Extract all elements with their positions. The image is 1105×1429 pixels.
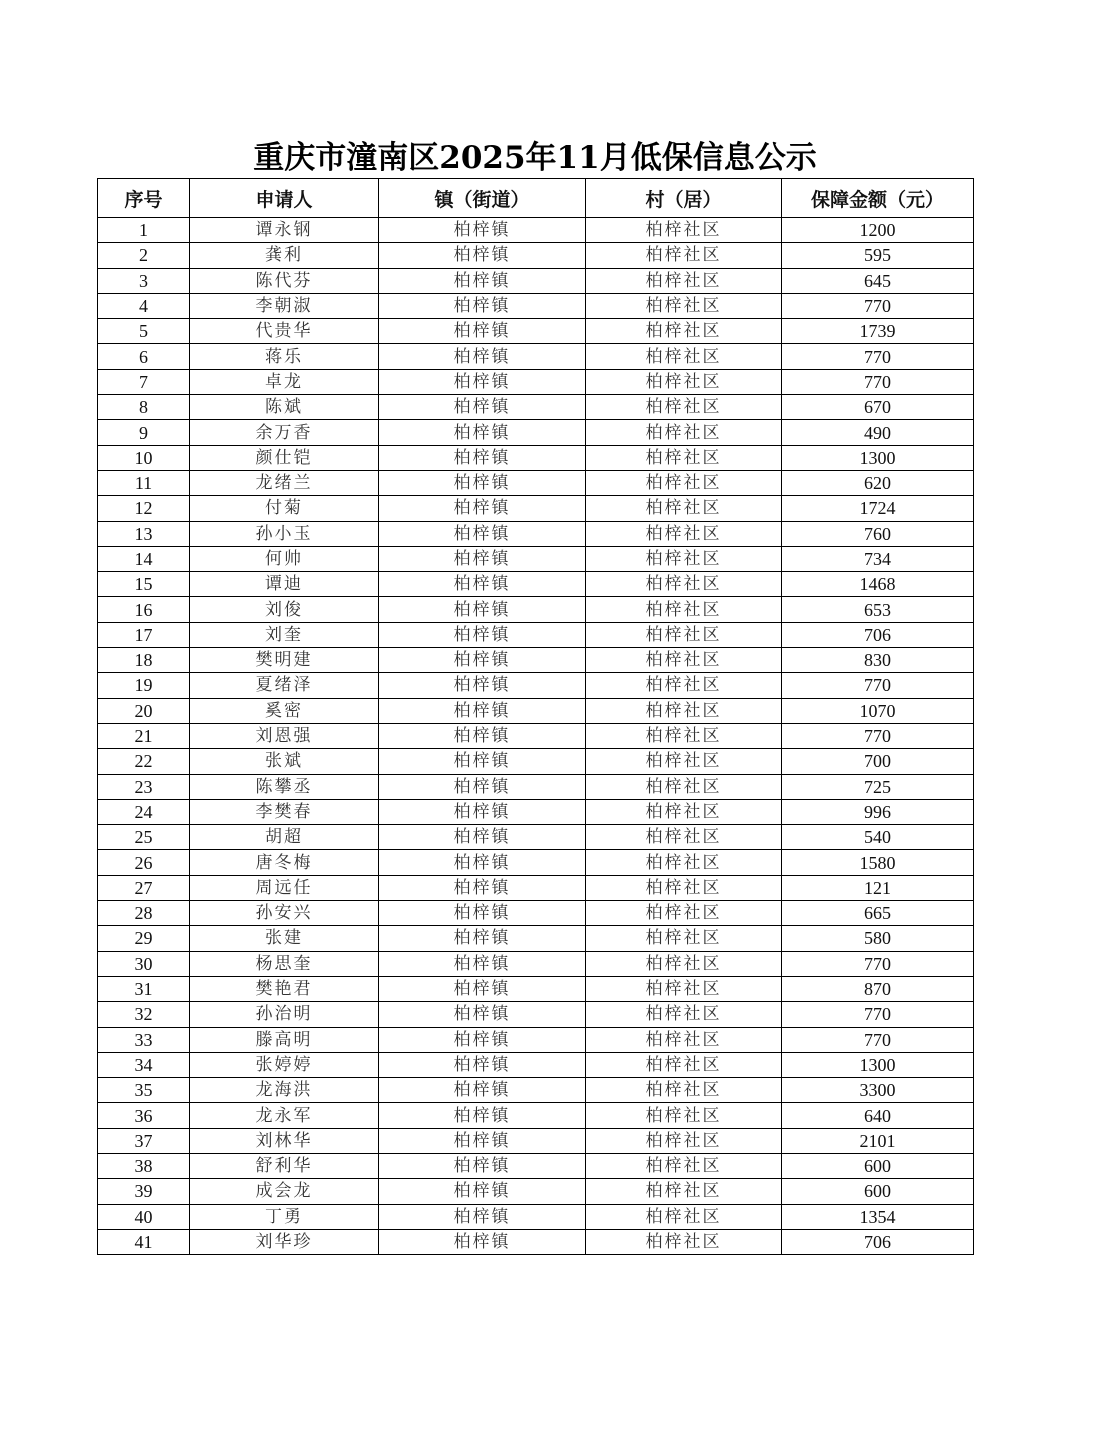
cell-town: 柏梓镇 bbox=[379, 420, 586, 445]
table-row bbox=[98, 395, 974, 420]
table-row bbox=[98, 546, 974, 571]
table-row bbox=[98, 799, 974, 824]
cell-amount: 600 bbox=[782, 1179, 974, 1204]
table-row bbox=[98, 521, 974, 546]
cell-applicant: 代贵华 bbox=[190, 319, 379, 344]
cell-town: 柏梓镇 bbox=[379, 1027, 586, 1052]
cell-amount: 1200 bbox=[782, 218, 974, 243]
cell-index: 7 bbox=[98, 369, 190, 394]
table-row bbox=[98, 698, 974, 723]
cell-town: 柏梓镇 bbox=[379, 1103, 586, 1128]
table-header-row bbox=[98, 179, 974, 218]
cell-applicant: 谭永钢 bbox=[190, 218, 379, 243]
cell-village: 柏梓社区 bbox=[586, 723, 782, 748]
cell-town: 柏梓镇 bbox=[379, 673, 586, 698]
cell-village: 柏梓社区 bbox=[586, 218, 782, 243]
cell-village: 柏梓社区 bbox=[586, 774, 782, 799]
cell-applicant: 杨思奎 bbox=[190, 951, 379, 976]
cell-applicant: 李朝淑 bbox=[190, 293, 379, 318]
cell-village: 柏梓社区 bbox=[586, 799, 782, 824]
cell-index: 15 bbox=[98, 572, 190, 597]
cell-index: 2 bbox=[98, 243, 190, 268]
cell-town: 柏梓镇 bbox=[379, 344, 586, 369]
cell-index: 20 bbox=[98, 698, 190, 723]
cell-town: 柏梓镇 bbox=[379, 395, 586, 420]
cell-applicant: 刘林华 bbox=[190, 1128, 379, 1153]
cell-applicant: 陈代芬 bbox=[190, 268, 379, 293]
cell-town: 柏梓镇 bbox=[379, 825, 586, 850]
cell-amount: 706 bbox=[782, 1229, 974, 1254]
cell-amount: 770 bbox=[782, 1002, 974, 1027]
table-row bbox=[98, 572, 974, 597]
table-row bbox=[98, 496, 974, 521]
table-row bbox=[98, 1204, 974, 1229]
cell-index: 11 bbox=[98, 470, 190, 495]
cell-applicant: 刘俊 bbox=[190, 597, 379, 622]
cell-applicant: 樊明建 bbox=[190, 648, 379, 673]
cell-amount: 1070 bbox=[782, 698, 974, 723]
table-row bbox=[98, 420, 974, 445]
cell-amount: 1354 bbox=[782, 1204, 974, 1229]
cell-amount: 725 bbox=[782, 774, 974, 799]
cell-applicant: 李樊春 bbox=[190, 799, 379, 824]
table-row bbox=[98, 344, 974, 369]
cell-index: 5 bbox=[98, 319, 190, 344]
cell-village: 柏梓社区 bbox=[586, 1052, 782, 1077]
table-row bbox=[98, 1128, 974, 1153]
cell-town: 柏梓镇 bbox=[379, 850, 586, 875]
cell-town: 柏梓镇 bbox=[379, 319, 586, 344]
cell-town: 柏梓镇 bbox=[379, 1179, 586, 1204]
table-row bbox=[98, 673, 974, 698]
cell-applicant: 孙小玉 bbox=[190, 521, 379, 546]
table-row bbox=[98, 926, 974, 951]
cell-index: 26 bbox=[98, 850, 190, 875]
cell-amount: 706 bbox=[782, 622, 974, 647]
cell-town: 柏梓镇 bbox=[379, 218, 586, 243]
table-row bbox=[98, 319, 974, 344]
cell-town: 柏梓镇 bbox=[379, 572, 586, 597]
cell-town: 柏梓镇 bbox=[379, 749, 586, 774]
cell-village: 柏梓社区 bbox=[586, 1103, 782, 1128]
cell-index: 8 bbox=[98, 395, 190, 420]
cell-town: 柏梓镇 bbox=[379, 1229, 586, 1254]
cell-town: 柏梓镇 bbox=[379, 496, 586, 521]
cell-applicant: 舒利华 bbox=[190, 1153, 379, 1178]
cell-index: 33 bbox=[98, 1027, 190, 1052]
cell-amount: 640 bbox=[782, 1103, 974, 1128]
cell-amount: 490 bbox=[782, 420, 974, 445]
cell-applicant: 张建 bbox=[190, 926, 379, 951]
cell-village: 柏梓社区 bbox=[586, 1027, 782, 1052]
cell-village: 柏梓社区 bbox=[586, 1179, 782, 1204]
header-village: 村（居） bbox=[586, 179, 782, 218]
cell-applicant: 胡超 bbox=[190, 825, 379, 850]
cell-index: 18 bbox=[98, 648, 190, 673]
cell-index: 28 bbox=[98, 901, 190, 926]
table-row bbox=[98, 243, 974, 268]
cell-town: 柏梓镇 bbox=[379, 875, 586, 900]
cell-village: 柏梓社区 bbox=[586, 1153, 782, 1178]
cell-town: 柏梓镇 bbox=[379, 597, 586, 622]
table-row bbox=[98, 369, 974, 394]
cell-applicant: 陈斌 bbox=[190, 395, 379, 420]
cell-applicant: 刘恩强 bbox=[190, 723, 379, 748]
table-row bbox=[98, 470, 974, 495]
cell-index: 13 bbox=[98, 521, 190, 546]
cell-village: 柏梓社区 bbox=[586, 445, 782, 470]
cell-amount: 770 bbox=[782, 1027, 974, 1052]
cell-town: 柏梓镇 bbox=[379, 799, 586, 824]
cell-applicant: 卓龙 bbox=[190, 369, 379, 394]
cell-index: 19 bbox=[98, 673, 190, 698]
cell-applicant: 周远任 bbox=[190, 875, 379, 900]
cell-amount: 1468 bbox=[782, 572, 974, 597]
cell-town: 柏梓镇 bbox=[379, 1153, 586, 1178]
table-row bbox=[98, 774, 974, 799]
cell-index: 35 bbox=[98, 1078, 190, 1103]
cell-amount: 830 bbox=[782, 648, 974, 673]
cell-applicant: 龙海洪 bbox=[190, 1078, 379, 1103]
cell-town: 柏梓镇 bbox=[379, 1078, 586, 1103]
cell-amount: 1300 bbox=[782, 445, 974, 470]
table-row bbox=[98, 901, 974, 926]
cell-village: 柏梓社区 bbox=[586, 825, 782, 850]
cell-amount: 1724 bbox=[782, 496, 974, 521]
cell-town: 柏梓镇 bbox=[379, 1128, 586, 1153]
table-body bbox=[98, 218, 974, 1255]
table-row bbox=[98, 951, 974, 976]
cell-town: 柏梓镇 bbox=[379, 293, 586, 318]
cell-village: 柏梓社区 bbox=[586, 749, 782, 774]
cell-town: 柏梓镇 bbox=[379, 546, 586, 571]
cell-index: 21 bbox=[98, 723, 190, 748]
cell-village: 柏梓社区 bbox=[586, 470, 782, 495]
cell-village: 柏梓社区 bbox=[586, 622, 782, 647]
cell-applicant: 龙绪兰 bbox=[190, 470, 379, 495]
cell-amount: 770 bbox=[782, 344, 974, 369]
cell-amount: 670 bbox=[782, 395, 974, 420]
cell-applicant: 唐冬梅 bbox=[190, 850, 379, 875]
table-row bbox=[98, 293, 974, 318]
cell-index: 37 bbox=[98, 1128, 190, 1153]
cell-village: 柏梓社区 bbox=[586, 926, 782, 951]
table-row bbox=[98, 1179, 974, 1204]
cell-town: 柏梓镇 bbox=[379, 926, 586, 951]
cell-town: 柏梓镇 bbox=[379, 901, 586, 926]
cell-town: 柏梓镇 bbox=[379, 622, 586, 647]
cell-amount: 870 bbox=[782, 976, 974, 1001]
cell-applicant: 颜仕铠 bbox=[190, 445, 379, 470]
cell-amount: 3300 bbox=[782, 1078, 974, 1103]
cell-village: 柏梓社区 bbox=[586, 1128, 782, 1153]
cell-village: 柏梓社区 bbox=[586, 648, 782, 673]
cell-town: 柏梓镇 bbox=[379, 369, 586, 394]
cell-amount: 540 bbox=[782, 825, 974, 850]
cell-village: 柏梓社区 bbox=[586, 1002, 782, 1027]
cell-index: 25 bbox=[98, 825, 190, 850]
table-row bbox=[98, 648, 974, 673]
table-row bbox=[98, 1153, 974, 1178]
cell-town: 柏梓镇 bbox=[379, 1002, 586, 1027]
cell-applicant: 刘奎 bbox=[190, 622, 379, 647]
cell-amount: 653 bbox=[782, 597, 974, 622]
cell-village: 柏梓社区 bbox=[586, 572, 782, 597]
table-row bbox=[98, 875, 974, 900]
cell-village: 柏梓社区 bbox=[586, 293, 782, 318]
cell-applicant: 蒋乐 bbox=[190, 344, 379, 369]
cell-village: 柏梓社区 bbox=[586, 951, 782, 976]
cell-amount: 1580 bbox=[782, 850, 974, 875]
cell-village: 柏梓社区 bbox=[586, 850, 782, 875]
cell-applicant: 夏绪泽 bbox=[190, 673, 379, 698]
cell-village: 柏梓社区 bbox=[586, 673, 782, 698]
cell-amount: 2101 bbox=[782, 1128, 974, 1153]
cell-index: 10 bbox=[98, 445, 190, 470]
cell-village: 柏梓社区 bbox=[586, 369, 782, 394]
header-town: 镇（街道） bbox=[379, 179, 586, 218]
cell-applicant: 何帅 bbox=[190, 546, 379, 571]
cell-town: 柏梓镇 bbox=[379, 521, 586, 546]
cell-amount: 734 bbox=[782, 546, 974, 571]
table-row bbox=[98, 622, 974, 647]
table-row bbox=[98, 850, 974, 875]
page-title: 重庆市潼南区2025年11月低保信息公示 bbox=[253, 140, 817, 176]
cell-applicant: 樊艳君 bbox=[190, 976, 379, 1001]
table-row bbox=[98, 1103, 974, 1128]
table-row bbox=[98, 1078, 974, 1103]
cell-applicant: 付菊 bbox=[190, 496, 379, 521]
cell-applicant: 张婷婷 bbox=[190, 1052, 379, 1077]
cell-village: 柏梓社区 bbox=[586, 901, 782, 926]
cell-town: 柏梓镇 bbox=[379, 445, 586, 470]
cell-index: 17 bbox=[98, 622, 190, 647]
cell-applicant: 陈攀丞 bbox=[190, 774, 379, 799]
table-row bbox=[98, 976, 974, 1001]
cell-index: 16 bbox=[98, 597, 190, 622]
subsistence-allowance-table bbox=[97, 178, 974, 1255]
cell-index: 36 bbox=[98, 1103, 190, 1128]
cell-town: 柏梓镇 bbox=[379, 723, 586, 748]
cell-applicant: 龙永军 bbox=[190, 1103, 379, 1128]
cell-town: 柏梓镇 bbox=[379, 1204, 586, 1229]
cell-index: 6 bbox=[98, 344, 190, 369]
cell-village: 柏梓社区 bbox=[586, 243, 782, 268]
cell-town: 柏梓镇 bbox=[379, 976, 586, 1001]
cell-index: 24 bbox=[98, 799, 190, 824]
table-row bbox=[98, 218, 974, 243]
table-row bbox=[98, 268, 974, 293]
cell-village: 柏梓社区 bbox=[586, 597, 782, 622]
table-row bbox=[98, 1002, 974, 1027]
cell-applicant: 龚利 bbox=[190, 243, 379, 268]
cell-index: 41 bbox=[98, 1229, 190, 1254]
cell-index: 34 bbox=[98, 1052, 190, 1077]
cell-index: 27 bbox=[98, 875, 190, 900]
cell-village: 柏梓社区 bbox=[586, 1204, 782, 1229]
cell-amount: 770 bbox=[782, 673, 974, 698]
cell-applicant: 丁勇 bbox=[190, 1204, 379, 1229]
cell-village: 柏梓社区 bbox=[586, 395, 782, 420]
cell-village: 柏梓社区 bbox=[586, 875, 782, 900]
cell-applicant: 孙安兴 bbox=[190, 901, 379, 926]
cell-amount: 121 bbox=[782, 875, 974, 900]
cell-amount: 645 bbox=[782, 268, 974, 293]
cell-amount: 1300 bbox=[782, 1052, 974, 1077]
cell-index: 4 bbox=[98, 293, 190, 318]
cell-amount: 580 bbox=[782, 926, 974, 951]
cell-village: 柏梓社区 bbox=[586, 496, 782, 521]
cell-index: 3 bbox=[98, 268, 190, 293]
cell-index: 29 bbox=[98, 926, 190, 951]
cell-amount: 770 bbox=[782, 951, 974, 976]
table-row bbox=[98, 1229, 974, 1254]
header-applicant: 申请人 bbox=[190, 179, 379, 218]
header-amount: 保障金额（元） bbox=[782, 179, 974, 218]
cell-index: 40 bbox=[98, 1204, 190, 1229]
cell-amount: 770 bbox=[782, 293, 974, 318]
cell-applicant: 张斌 bbox=[190, 749, 379, 774]
cell-amount: 620 bbox=[782, 470, 974, 495]
cell-amount: 770 bbox=[782, 369, 974, 394]
cell-index: 9 bbox=[98, 420, 190, 445]
cell-amount: 600 bbox=[782, 1153, 974, 1178]
cell-town: 柏梓镇 bbox=[379, 470, 586, 495]
cell-applicant: 成会龙 bbox=[190, 1179, 379, 1204]
cell-town: 柏梓镇 bbox=[379, 243, 586, 268]
cell-index: 22 bbox=[98, 749, 190, 774]
cell-amount: 700 bbox=[782, 749, 974, 774]
cell-town: 柏梓镇 bbox=[379, 774, 586, 799]
cell-amount: 595 bbox=[782, 243, 974, 268]
cell-village: 柏梓社区 bbox=[586, 344, 782, 369]
table-row bbox=[98, 749, 974, 774]
header-index: 序号 bbox=[98, 179, 190, 218]
cell-town: 柏梓镇 bbox=[379, 648, 586, 673]
cell-town: 柏梓镇 bbox=[379, 1052, 586, 1077]
cell-index: 12 bbox=[98, 496, 190, 521]
cell-index: 14 bbox=[98, 546, 190, 571]
cell-index: 30 bbox=[98, 951, 190, 976]
cell-index: 38 bbox=[98, 1153, 190, 1178]
cell-amount: 770 bbox=[782, 723, 974, 748]
cell-town: 柏梓镇 bbox=[379, 268, 586, 293]
table-row bbox=[98, 445, 974, 470]
cell-index: 32 bbox=[98, 1002, 190, 1027]
cell-amount: 665 bbox=[782, 901, 974, 926]
cell-village: 柏梓社区 bbox=[586, 268, 782, 293]
cell-index: 23 bbox=[98, 774, 190, 799]
cell-amount: 996 bbox=[782, 799, 974, 824]
cell-village: 柏梓社区 bbox=[586, 976, 782, 1001]
table-row bbox=[98, 597, 974, 622]
cell-applicant: 滕高明 bbox=[190, 1027, 379, 1052]
cell-index: 1 bbox=[98, 218, 190, 243]
cell-village: 柏梓社区 bbox=[586, 698, 782, 723]
table-row bbox=[98, 825, 974, 850]
cell-town: 柏梓镇 bbox=[379, 698, 586, 723]
cell-applicant: 奚密 bbox=[190, 698, 379, 723]
cell-amount: 760 bbox=[782, 521, 974, 546]
cell-town: 柏梓镇 bbox=[379, 951, 586, 976]
cell-applicant: 刘华珍 bbox=[190, 1229, 379, 1254]
cell-village: 柏梓社区 bbox=[586, 420, 782, 445]
table-row bbox=[98, 1027, 974, 1052]
table-row bbox=[98, 1052, 974, 1077]
cell-village: 柏梓社区 bbox=[586, 521, 782, 546]
cell-applicant: 谭迪 bbox=[190, 572, 379, 597]
cell-village: 柏梓社区 bbox=[586, 1078, 782, 1103]
cell-village: 柏梓社区 bbox=[586, 319, 782, 344]
cell-applicant: 孙治明 bbox=[190, 1002, 379, 1027]
cell-index: 39 bbox=[98, 1179, 190, 1204]
table-row bbox=[98, 723, 974, 748]
cell-applicant: 余万香 bbox=[190, 420, 379, 445]
cell-village: 柏梓社区 bbox=[586, 546, 782, 571]
cell-amount: 1739 bbox=[782, 319, 974, 344]
cell-village: 柏梓社区 bbox=[586, 1229, 782, 1254]
cell-index: 31 bbox=[98, 976, 190, 1001]
